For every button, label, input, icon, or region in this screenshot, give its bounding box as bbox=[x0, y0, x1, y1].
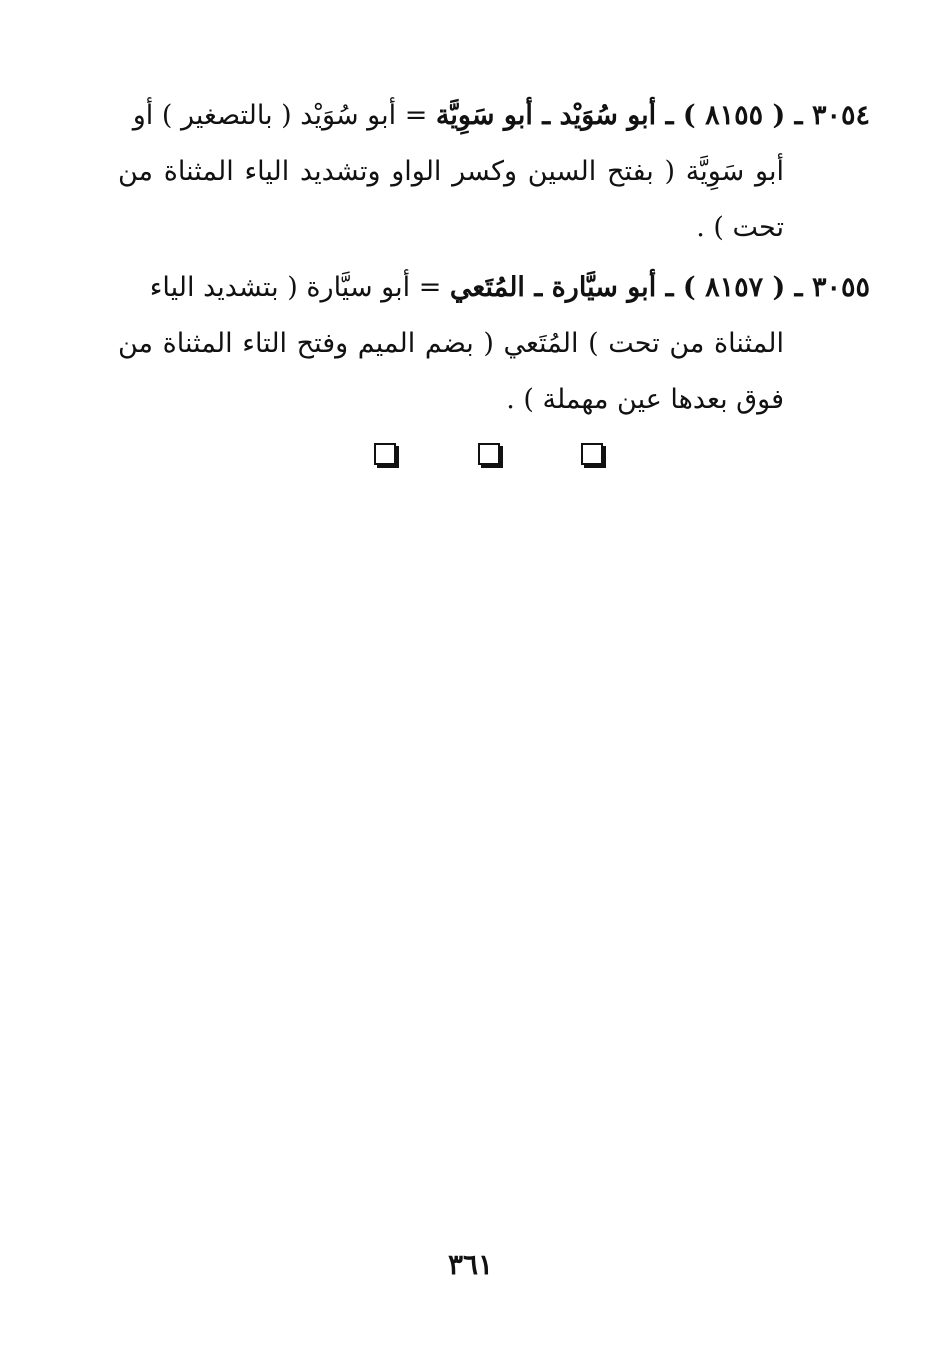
entry-continuation: أبو سَوِيَّة ( بفتح السين وكسر الواو وتشديد الياء المثناة من تحت ) . bbox=[118, 156, 784, 243]
entry-heading: ٣٠٥٤ ـ ( ٨١٥٥ ) ـ أبو سُوَيْد ـ أبو سَوِيَّة bbox=[435, 100, 870, 131]
entry-3055 bbox=[118, 260, 870, 428]
square-ornament-icon bbox=[478, 443, 500, 465]
entry-first-line bbox=[118, 88, 870, 144]
entry-heading: ٣٠٥٥ ـ ( ٨١٥٧ ) ـ أبو سيَّارة ـ المُتَعي bbox=[449, 272, 870, 303]
section-divider bbox=[0, 443, 941, 473]
entry-text: = أبو سُوَيْد ( بالتصغير ) أو bbox=[132, 100, 428, 131]
page-number: ٣٦١ bbox=[447, 1248, 494, 1281]
square-ornament-icon bbox=[374, 443, 396, 465]
square-ornament-icon bbox=[581, 443, 603, 465]
entry-continuation: المثناة من تحت ) المُتَعي ( بضم الميم وفتح التاء المثناة من فوق بعدها عين مهملة ) . bbox=[118, 328, 784, 415]
entry-first-line bbox=[118, 260, 870, 316]
entry-text: = أبو سيَّارة ( بتشديد الياء bbox=[149, 272, 442, 303]
entries-list bbox=[118, 88, 870, 432]
entry-3054 bbox=[118, 88, 870, 256]
